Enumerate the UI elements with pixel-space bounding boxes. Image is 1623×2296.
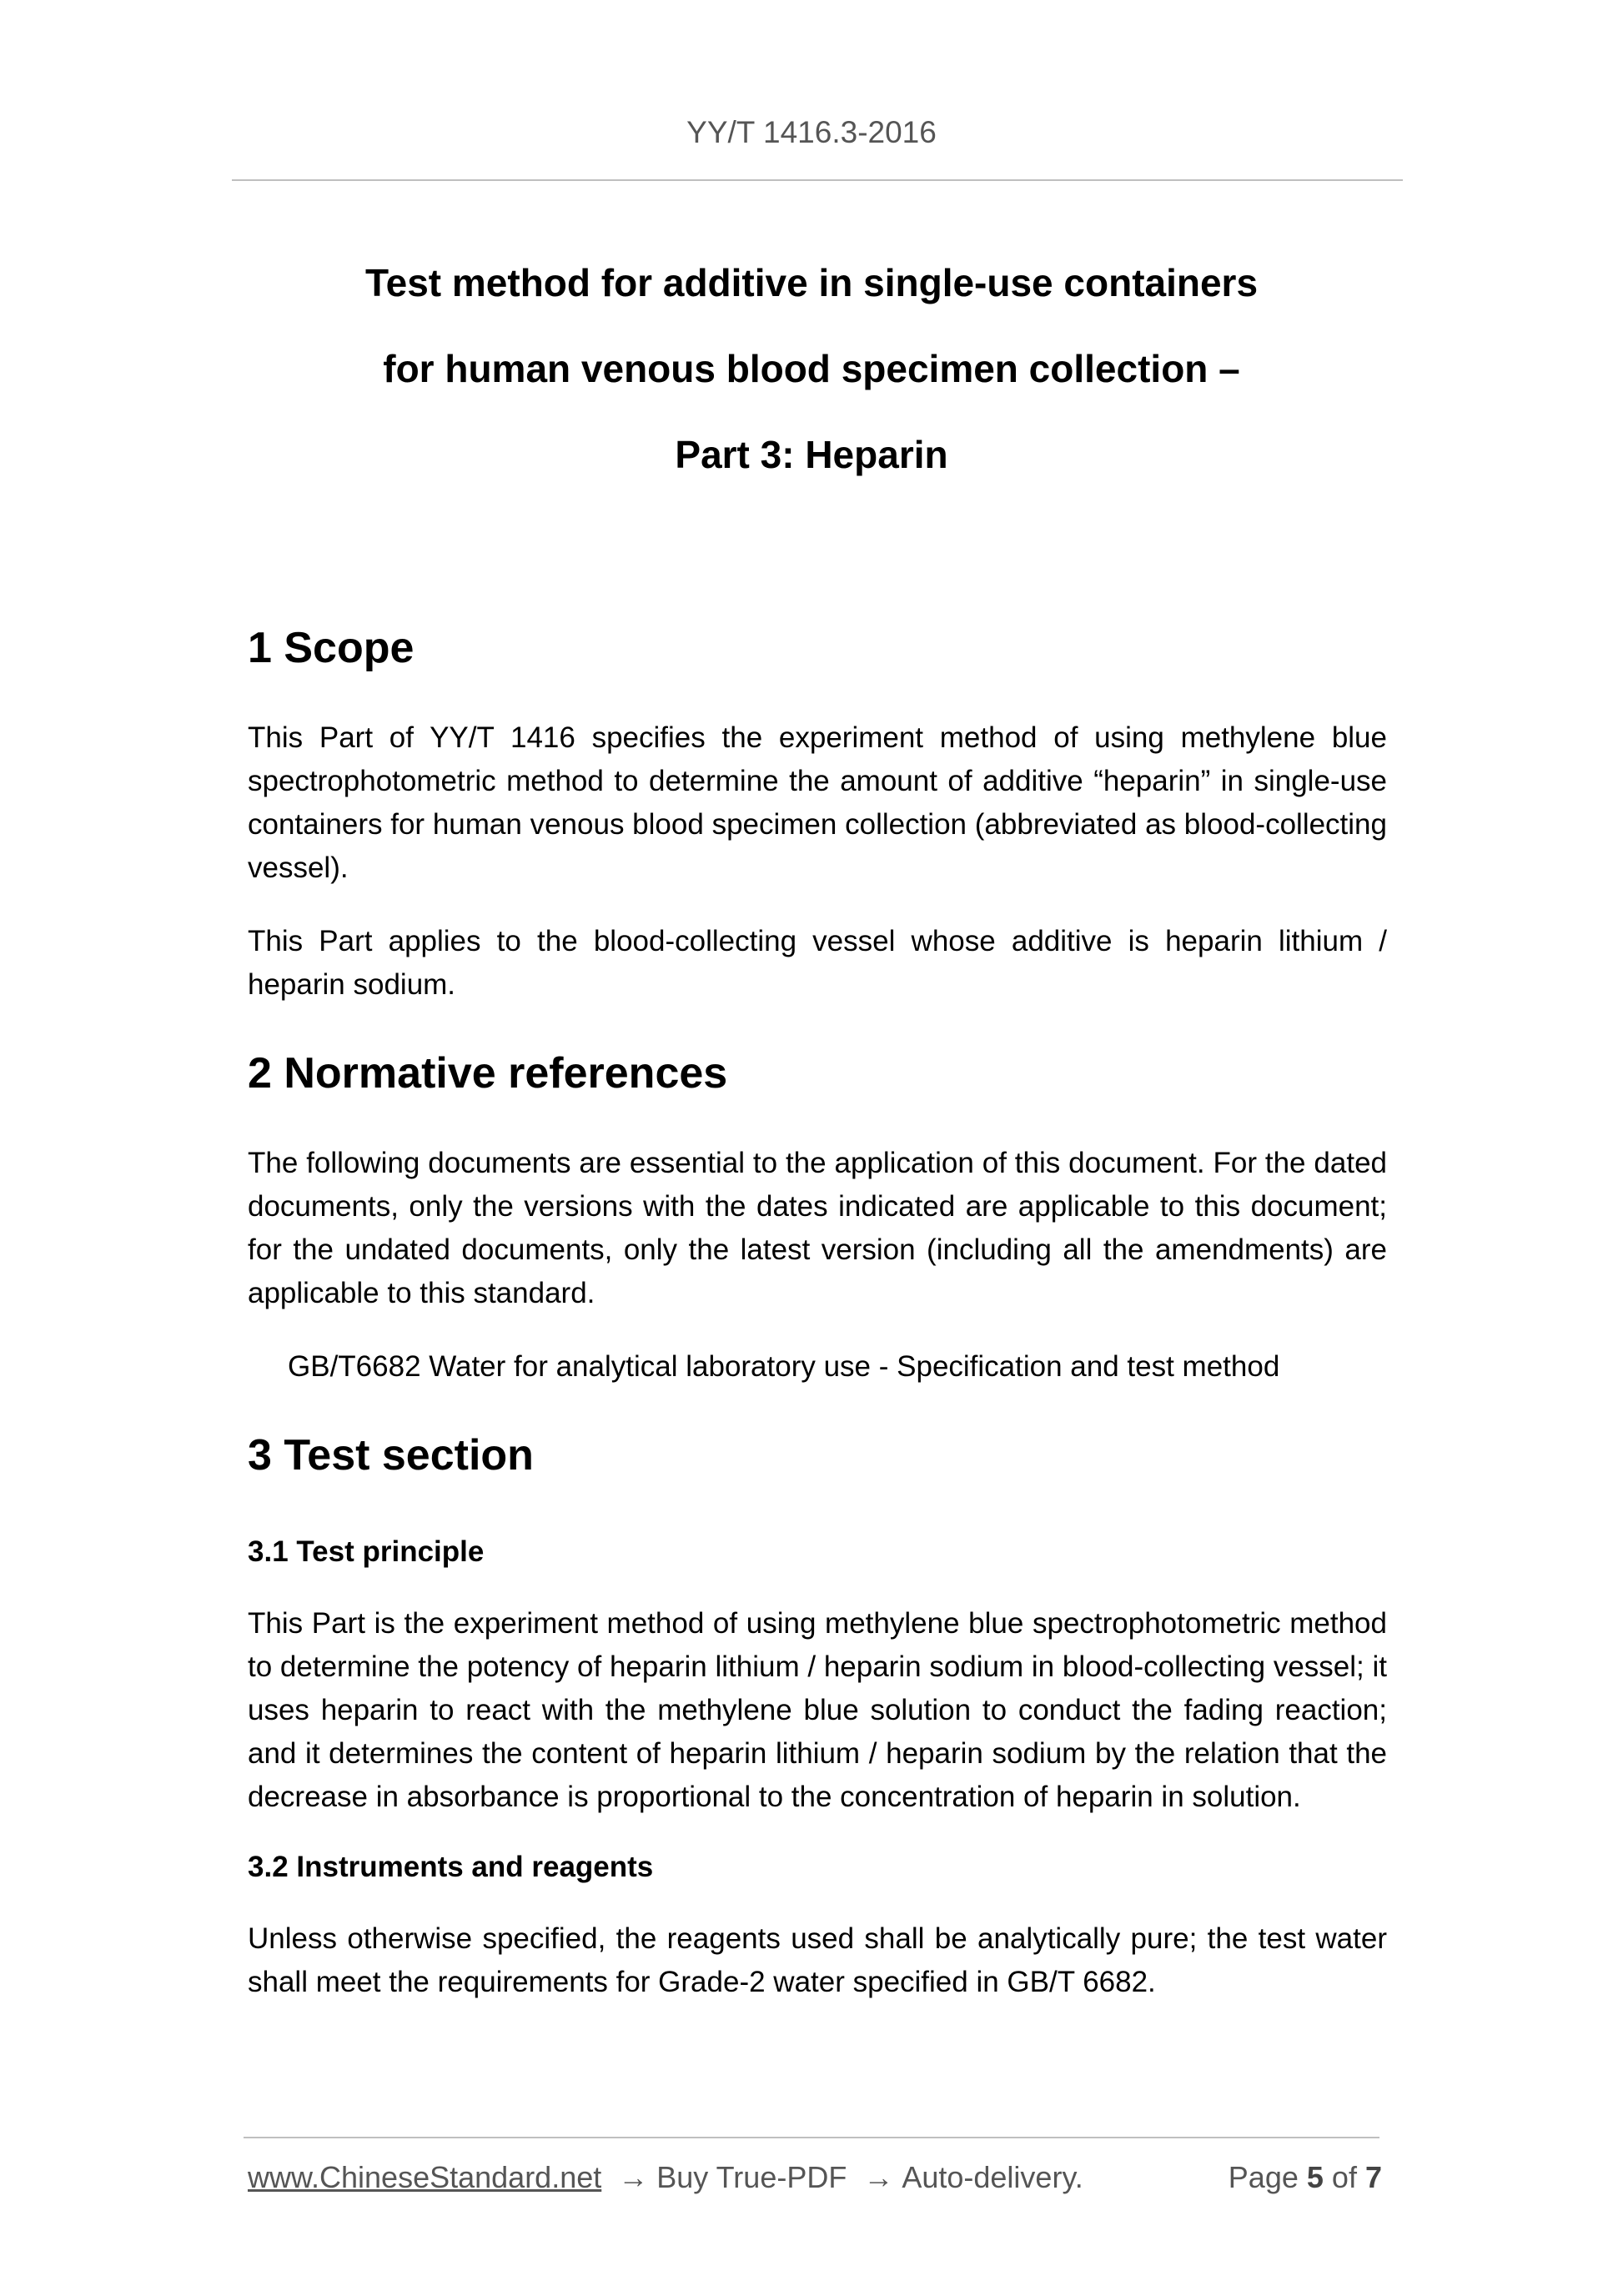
document-title [0,240,1623,498]
page-total: 7 [1364,2160,1382,2194]
title-line-1: Test method for additive in single-use containers [364,261,1259,304]
buy-true-pdf-text: Buy True-PDF [656,2160,847,2194]
instruments-reagents-paragraph: Unless otherwise specified, the reagents used shall be analytically pure; the test water shall meet the requirements for Grade-2 water specified in GB/T 6682. [248,1922,1387,1998]
subsection-heading-test-principle: 3.1 Test principle [248,1535,485,1568]
title-line-3: Part 3: Heparin [675,433,948,476]
page-header-standard-number: YY/T 1416.3-2016 [686,115,937,149]
scope-paragraph-1: This Part of YY/T 1416 specifies the experiment method of using methylene blue spectrophotometric method to determine the amount of additive “heparin” in single-use containers for human venous blood specimen collection (abbreviated as blood-collecting vessel). [248,721,1387,884]
scope-paragraph-2: This Part applies to the blood-collecting vessel whose additive is heparin lithium / heparin sodium. [248,925,1387,1001]
normative-reference-item: GB/T6682 Water for analytical laboratory use - Specification and test method [288,1350,1280,1383]
footer-links [248,2160,1083,2195]
footer-divider [244,2137,1379,2138]
page-number [1229,2160,1382,2195]
section-heading-test-section: 3 Test section [248,1431,534,1480]
title-line-2: for human venous blood specimen collection – [383,347,1240,390]
subsection-heading-instruments-reagents: 3.2 Instruments and reagents [248,1851,654,1883]
header-divider [232,179,1403,181]
chinese-standard-link[interactable]: www.ChineseStandard.net [248,2160,602,2194]
page-label: Page [1228,2160,1299,2194]
arrow-right-icon: → [863,2160,894,2194]
page-of-label: of [1331,2160,1357,2194]
arrow-right-icon: → [618,2160,649,2194]
page-current: 5 [1306,2160,1324,2194]
auto-delivery-text: Auto-delivery. [902,2160,1083,2194]
normative-paragraph: The following documents are essential to the application of this document. For the dated documents, only the versions with the dates indicated are applicable to this document; for the undated documents, only the latest version (including all the amendments) are applicable to this standard. [248,1147,1387,1309]
section-heading-normative-references: 2 Normative references [248,1049,728,1098]
document-body [248,621,1387,2004]
section-heading-scope: 1 Scope [248,624,415,672]
page-footer [248,2160,1382,2200]
test-principle-paragraph: This Part is the experiment method of using methylene blue spectrophotometric method to determine the potency of heparin lithium / heparin sodium in blood-collecting vessel; it uses heparin to react with the methylene blue solution to conduct the fading reaction; and it determines the content of heparin lithium / heparin sodium by the relation that the decrease in absorbance is proportional to the concentration of heparin in solution. [248,1607,1387,1813]
